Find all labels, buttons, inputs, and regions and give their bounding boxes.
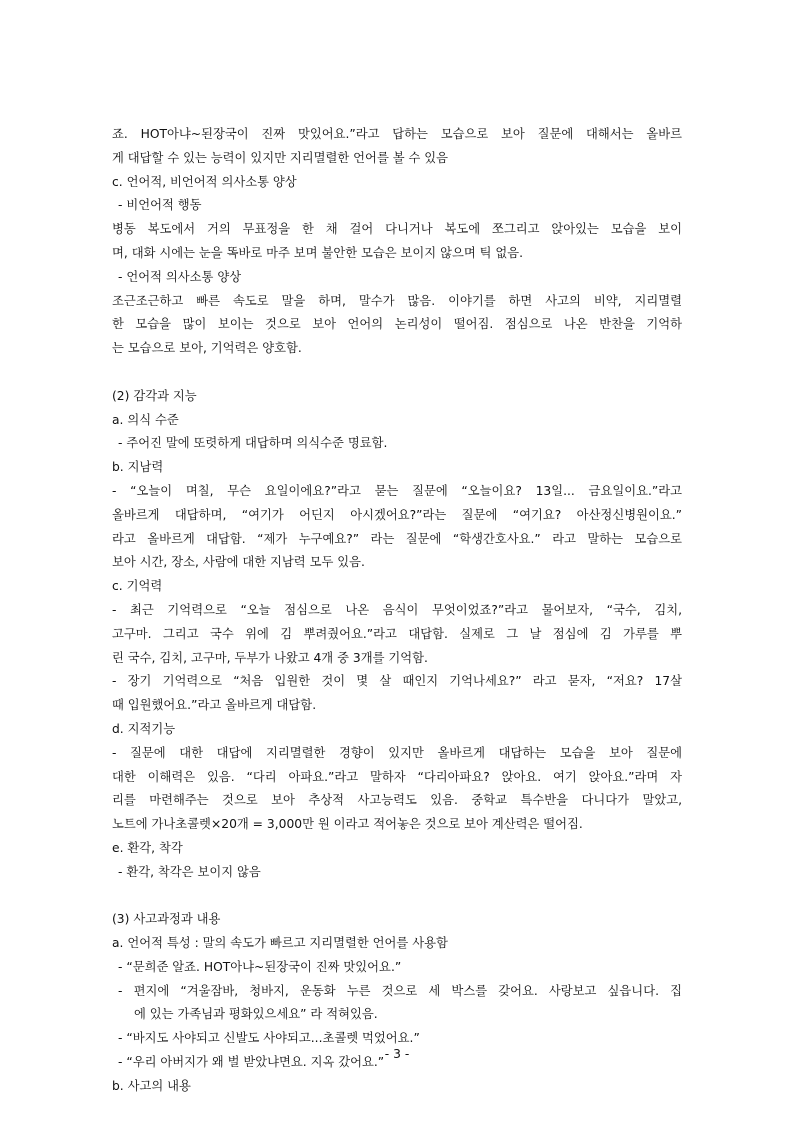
text-line: - 편지에 “겨울잠바, 청바지, 운동화 누른 것으로 세 박스를 갖어요. 사랑보고 싶읍니다. 집 (118, 983, 682, 998)
text-line: 라고 올바르게 대답함. “제가 누구예요?” 라는 질문에 “학생간호사요.” 라고 말하는 모습으로 (112, 531, 682, 546)
section-heading: (2) 감각과 지능 (112, 388, 197, 403)
blank-line (112, 885, 682, 909)
text-line: - “문희준 알죠. HOT아냐~된장국이 진짜 맛있어요.” (118, 959, 402, 974)
sub-heading: b. 사고의 내용 (112, 1078, 191, 1093)
text-line: - 환각, 착각은 보이지 않음 (118, 864, 261, 879)
text-line: 한 모습을 많이 보이는 것으로 보아 언어의 논리성이 떨어짐. 점심으로 나온 반찬을 기억하 (112, 317, 682, 332)
text-line: 리를 마련해주는 것으로 보아 추상적 사고능력도 있음. 중학교 특수반을 다니다가 말았고, (112, 793, 682, 808)
text-line: - “오늘이 며칠, 무슨 요일이에요?”라고 묻는 질문에 “오늘이요? 13일... 금요일이요.”라고 (112, 483, 682, 498)
text-line: 죠. HOT아냐~된장국이 진짜 맛있어요.”라고 답하는 모습으로 보아 질문에 대해서는 올바르 (112, 127, 682, 141)
sub-heading: d. 지적기능 (112, 721, 176, 736)
text-line: - “바지도 사야되고 신발도 사야되고...초콜렛 먹었어요.” (118, 1031, 420, 1046)
text-line: 보아 시간, 장소, 사람에 대한 지남력 모두 있음. (112, 555, 365, 570)
text-line: 게 대답할 수 있는 능력이 있지만 지리멸렬한 언어를 볼 수 있음 (112, 150, 449, 165)
text-line: 때 입원했어요.”라고 올바르게 대답함. (112, 698, 317, 713)
blank-line (112, 361, 682, 385)
text-line: 고구마. 그리고 국수 위에 김 뿌려줬어요.”라고 대답함. 실제로 그 날 점심에 김 가루를 뿌 (112, 626, 682, 641)
text-line: - 질문에 대한 대답에 지리멸렬한 경향이 있지만 올바르게 대답하는 모습을 보아 질문에 (112, 745, 682, 760)
section-heading: c. 언어적, 비언어적 의사소통 양상 (112, 174, 297, 189)
sub-heading: c. 기억력 (112, 579, 163, 594)
sub-heading: b. 지남력 (112, 460, 164, 475)
text-line: 에 있는 가족님과 평화있으세요” 라 적혀있음. (134, 1007, 378, 1022)
text-line: - 주어진 말에 또렷하게 대답하며 의식수준 명료함. (118, 436, 388, 451)
text-line: 노트에 가나초콜렛×20개 = 3,000만 원 이라고 적어놓은 것으로 보아 계산력은 떨어짐. (112, 817, 583, 832)
section-heading: (3) 사고과정과 내용 (112, 912, 221, 927)
text-line: 는 모습으로 보아, 기억력은 양호함. (112, 341, 302, 356)
text-line: - 장기 기억력으로 “처음 입원한 것이 몇 살 때인지 기억나세요?” 라고 묻자, “저요? 17살 (112, 674, 682, 689)
text-line: - “우리 아버지가 왜 벌 받았냐면요. 지옥 갔어요.” (118, 1055, 385, 1070)
text-line: 대한 이해력은 있음. “다리 아파요.”라고 말하자 “다리아파요? 앉아요. 여기 앉아요.”라며 자 (112, 769, 682, 784)
text-line: 며, 대화 시에는 눈을 똑바로 마주 보며 불안한 모습은 보이지 않으며 틱 없음. (112, 245, 524, 260)
text-line: 린 국수, 김치, 고구마, 두부가 나왔고 4개 중 3개를 기억함. (112, 650, 428, 665)
sub-heading: - 언어적 의사소통 양상 (118, 269, 242, 284)
sub-heading: e. 환각, 착각 (112, 840, 183, 855)
text-line: 병동 복도에서 거의 무표정을 한 채 걸어 다니거나 복도에 쪼그리고 앉아있는 모습을 보이 (112, 222, 682, 237)
text-line: - 최근 기억력으로 “오늘 점심으로 나온 음식이 무엇이었죠?”라고 물어보자, “국수, 김치, (112, 602, 682, 617)
page-number: - 3 - (384, 1047, 410, 1061)
document-body (112, 123, 682, 1099)
text-line: 조근조근하고 빠른 속도로 말을 하며, 말수가 많음. 이야기를 하면 사고의 비약, 지리멸렬 (112, 293, 682, 308)
text-line: 올바르게 대답하며, “여기가 어딘지 아시겠어요?”라는 질문에 “여기요? 아산정신병원이요.” (112, 507, 682, 522)
sub-heading: - 비언어적 행동 (118, 198, 202, 213)
sub-heading: a. 언어적 특성 : 말의 속도가 빠르고 지리멸렬한 언어를 사용함 (112, 936, 448, 951)
sub-heading: a. 의식 수준 (112, 412, 179, 427)
